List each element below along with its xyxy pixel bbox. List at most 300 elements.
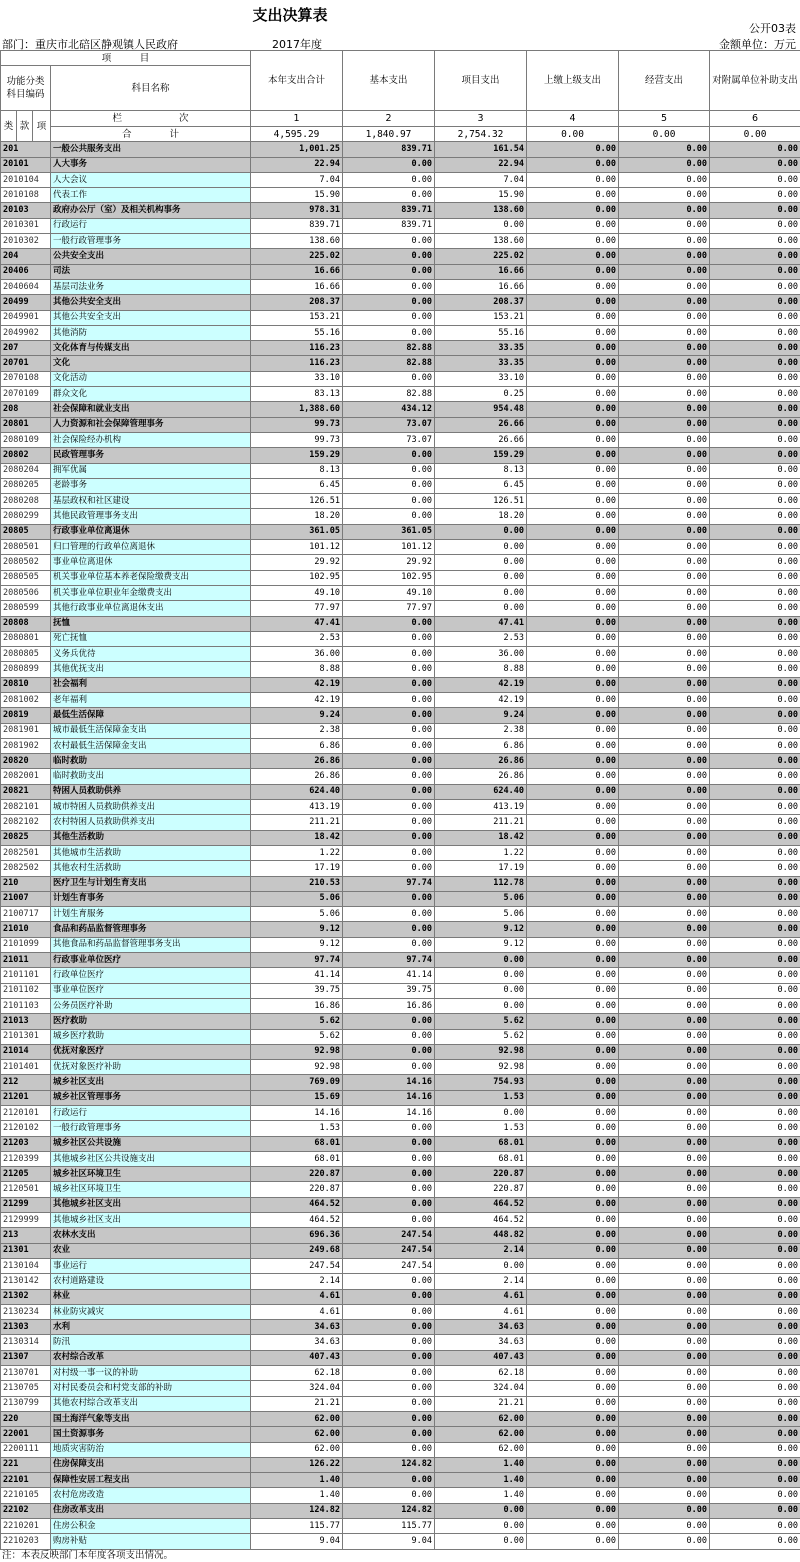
row-value: 0.00 bbox=[435, 601, 527, 616]
row-value: 0.00 bbox=[710, 1136, 800, 1151]
table-row bbox=[1, 998, 800, 1013]
row-value: 26.66 bbox=[435, 417, 527, 432]
row-value: 0.00 bbox=[710, 723, 800, 738]
row-value: 0.00 bbox=[710, 417, 800, 432]
row-code: 20808 bbox=[1, 616, 51, 631]
row-code: 2080208 bbox=[1, 494, 51, 509]
table-row bbox=[1, 295, 800, 310]
row-code: 204 bbox=[1, 249, 51, 264]
table-row bbox=[1, 325, 800, 340]
row-value: 0.00 bbox=[710, 1503, 800, 1518]
row-value: 0.00 bbox=[619, 494, 710, 509]
table-row bbox=[1, 1381, 800, 1396]
row-name: 农村特困人员救助供养支出 bbox=[51, 815, 251, 830]
row-value: 0.00 bbox=[619, 1075, 710, 1090]
row-name: 司法 bbox=[51, 264, 251, 279]
table-row bbox=[1, 540, 800, 555]
row-code: 20701 bbox=[1, 356, 51, 371]
row-value: 0.00 bbox=[343, 1350, 435, 1365]
row-value: 16.86 bbox=[251, 998, 343, 1013]
row-value: 0.00 bbox=[527, 647, 619, 662]
page-title: 支出决算表 bbox=[252, 6, 328, 24]
table-row bbox=[1, 876, 800, 891]
row-code: 2200111 bbox=[1, 1442, 51, 1457]
table-row bbox=[1, 157, 800, 172]
row-value: 249.68 bbox=[251, 1243, 343, 1258]
row-value: 0.00 bbox=[343, 937, 435, 952]
row-value: 0.00 bbox=[527, 1320, 619, 1335]
row-value: 0.00 bbox=[710, 708, 800, 723]
row-name: 对村民委员会和村党支部的补助 bbox=[51, 1381, 251, 1396]
row-value: 0.00 bbox=[343, 1121, 435, 1136]
row-value: 0.00 bbox=[710, 1213, 800, 1228]
row-value: 77.97 bbox=[343, 601, 435, 616]
table-header bbox=[1, 51, 800, 142]
row-value: 62.18 bbox=[251, 1366, 343, 1381]
row-code: 2080899 bbox=[1, 662, 51, 677]
row-name: 老年福利 bbox=[51, 692, 251, 707]
table-row bbox=[1, 1029, 800, 1044]
row-value: 0.00 bbox=[619, 509, 710, 524]
row-value: 0.00 bbox=[527, 478, 619, 493]
row-value: 0.00 bbox=[619, 1381, 710, 1396]
row-code: 2101103 bbox=[1, 998, 51, 1013]
row-code: 22001 bbox=[1, 1427, 51, 1442]
row-name: 事业运行 bbox=[51, 1258, 251, 1273]
table-row bbox=[1, 1136, 800, 1151]
row-name: 其他城乡社区公共设施支出 bbox=[51, 1151, 251, 1166]
row-value: 0.00 bbox=[343, 861, 435, 876]
row-value: 0.00 bbox=[527, 1473, 619, 1488]
row-value: 0.00 bbox=[710, 815, 800, 830]
row-value: 0.00 bbox=[435, 968, 527, 983]
row-name: 购房补贴 bbox=[51, 1534, 251, 1549]
row-value: 6.45 bbox=[251, 478, 343, 493]
header-col-subsidy: 对附属单位补助支出 bbox=[710, 51, 800, 111]
row-value: 0.00 bbox=[527, 570, 619, 585]
row-value: 0.00 bbox=[710, 784, 800, 799]
row-value: 34.63 bbox=[435, 1335, 527, 1350]
row-value: 0.00 bbox=[619, 188, 710, 203]
row-value: 9.04 bbox=[343, 1534, 435, 1549]
row-code: 21299 bbox=[1, 1197, 51, 1212]
table-row bbox=[1, 830, 800, 845]
row-value: 0.00 bbox=[710, 540, 800, 555]
row-code: 20810 bbox=[1, 677, 51, 692]
row-value: 0.00 bbox=[710, 356, 800, 371]
row-value: 0.00 bbox=[527, 1304, 619, 1319]
department-label: 部门：重庆市北碚区静观镇人民政府 bbox=[2, 38, 178, 51]
row-code: 20801 bbox=[1, 417, 51, 432]
table-row bbox=[1, 494, 800, 509]
row-value: 26.86 bbox=[251, 754, 343, 769]
row-code: 2040604 bbox=[1, 279, 51, 294]
row-value: 0.00 bbox=[619, 295, 710, 310]
row-value: 0.00 bbox=[343, 1151, 435, 1166]
row-value: 0.00 bbox=[527, 341, 619, 356]
row-value: 0.00 bbox=[527, 1029, 619, 1044]
row-value: 0.00 bbox=[619, 1442, 710, 1457]
row-value: 2.38 bbox=[251, 723, 343, 738]
row-value: 0.00 bbox=[527, 1136, 619, 1151]
row-value: 124.82 bbox=[343, 1457, 435, 1472]
row-value: 6.45 bbox=[435, 478, 527, 493]
row-value: 0.00 bbox=[619, 585, 710, 600]
row-name: 其他农村综合改革支出 bbox=[51, 1396, 251, 1411]
row-value: 0.00 bbox=[619, 815, 710, 830]
row-value: 14.16 bbox=[343, 1075, 435, 1090]
row-name: 国土海洋气象等支出 bbox=[51, 1411, 251, 1426]
table-row bbox=[1, 784, 800, 799]
row-name: 优抚对象医疗 bbox=[51, 1044, 251, 1059]
row-value: 0.00 bbox=[343, 1427, 435, 1442]
row-value: 2.53 bbox=[435, 631, 527, 646]
row-value: 0.00 bbox=[710, 555, 800, 570]
row-value: 82.88 bbox=[343, 356, 435, 371]
row-value: 42.19 bbox=[251, 692, 343, 707]
row-value: 0.00 bbox=[527, 142, 619, 157]
row-value: 0.00 bbox=[343, 708, 435, 723]
row-value: 448.82 bbox=[435, 1228, 527, 1243]
row-value: 0.00 bbox=[527, 356, 619, 371]
row-value: 0.00 bbox=[343, 815, 435, 830]
row-value: 29.92 bbox=[251, 555, 343, 570]
row-value: 0.00 bbox=[619, 1060, 710, 1075]
table-row bbox=[1, 387, 800, 402]
total-cell: 2,754.32 bbox=[435, 126, 527, 142]
row-code: 21203 bbox=[1, 1136, 51, 1151]
row-value: 464.52 bbox=[251, 1213, 343, 1228]
header-col-operating: 经营支出 bbox=[619, 51, 710, 111]
row-value: 14.16 bbox=[251, 1106, 343, 1121]
row-code: 2101099 bbox=[1, 937, 51, 952]
row-code: 220 bbox=[1, 1411, 51, 1426]
table-row bbox=[1, 815, 800, 830]
table-row bbox=[1, 402, 800, 417]
row-value: 82.88 bbox=[343, 341, 435, 356]
row-value: 0.00 bbox=[619, 1427, 710, 1442]
row-value: 0.00 bbox=[343, 1442, 435, 1457]
row-value: 26.86 bbox=[251, 769, 343, 784]
row-value: 41.14 bbox=[251, 968, 343, 983]
row-name: 农村最低生活保障金支出 bbox=[51, 738, 251, 753]
form-number: 公开03表 bbox=[749, 22, 796, 35]
row-code: 2070109 bbox=[1, 387, 51, 402]
row-value: 17.19 bbox=[435, 861, 527, 876]
row-value: 0.00 bbox=[435, 218, 527, 233]
row-value: 0.00 bbox=[710, 1029, 800, 1044]
row-value: 0.00 bbox=[619, 371, 710, 386]
row-value: 0.00 bbox=[619, 540, 710, 555]
row-value: 8.13 bbox=[251, 463, 343, 478]
row-name: 一般行政管理事务 bbox=[51, 1121, 251, 1136]
row-value: 0.00 bbox=[710, 1304, 800, 1319]
header-col-basic: 基本支出 bbox=[343, 51, 435, 111]
row-value: 0.00 bbox=[710, 1396, 800, 1411]
row-name: 人大会议 bbox=[51, 172, 251, 187]
row-value: 0.00 bbox=[527, 218, 619, 233]
row-value: 0.00 bbox=[619, 1090, 710, 1105]
row-value: 92.98 bbox=[435, 1060, 527, 1075]
row-code: 2082001 bbox=[1, 769, 51, 784]
row-value: 0.00 bbox=[619, 631, 710, 646]
row-code: 20825 bbox=[1, 830, 51, 845]
row-value: 0.25 bbox=[435, 387, 527, 402]
row-value: 0.00 bbox=[435, 953, 527, 968]
row-value: 0.00 bbox=[710, 585, 800, 600]
row-value: 0.00 bbox=[343, 1320, 435, 1335]
table-row bbox=[1, 478, 800, 493]
row-value: 16.66 bbox=[251, 279, 343, 294]
row-value: 0.00 bbox=[343, 1182, 435, 1197]
row-value: 0.00 bbox=[619, 1121, 710, 1136]
row-value: 1.53 bbox=[435, 1090, 527, 1105]
row-value: 0.00 bbox=[619, 1473, 710, 1488]
row-name: 城乡社区管理事务 bbox=[51, 1090, 251, 1105]
row-name: 特困人员救助供养 bbox=[51, 784, 251, 799]
row-value: 0.00 bbox=[527, 692, 619, 707]
row-value: 0.00 bbox=[527, 983, 619, 998]
row-code: 2101101 bbox=[1, 968, 51, 983]
row-value: 0.00 bbox=[343, 494, 435, 509]
row-code: 2081902 bbox=[1, 738, 51, 753]
row-value: 97.74 bbox=[343, 953, 435, 968]
table-row bbox=[1, 845, 800, 860]
table-row bbox=[1, 800, 800, 815]
row-value: 6.86 bbox=[251, 738, 343, 753]
row-value: 0.00 bbox=[527, 1258, 619, 1273]
row-value: 0.00 bbox=[710, 1090, 800, 1105]
row-name: 林业 bbox=[51, 1289, 251, 1304]
row-name: 义务兵优待 bbox=[51, 647, 251, 662]
row-value: 39.75 bbox=[343, 983, 435, 998]
row-value: 0.00 bbox=[527, 1534, 619, 1549]
row-value: 0.00 bbox=[343, 784, 435, 799]
row-name: 人大事务 bbox=[51, 157, 251, 172]
row-value: 2.53 bbox=[251, 631, 343, 646]
row-value: 0.00 bbox=[710, 998, 800, 1013]
row-value: 0.00 bbox=[527, 1106, 619, 1121]
row-code: 21007 bbox=[1, 891, 51, 906]
row-value: 62.00 bbox=[251, 1411, 343, 1426]
table-row bbox=[1, 1090, 800, 1105]
table-row bbox=[1, 1197, 800, 1212]
row-value: 0.00 bbox=[527, 861, 619, 876]
row-name: 抚恤 bbox=[51, 616, 251, 631]
row-name: 一般公共服务支出 bbox=[51, 142, 251, 157]
row-value: 0.00 bbox=[619, 876, 710, 891]
row-value: 0.00 bbox=[710, 325, 800, 340]
row-value: 62.00 bbox=[435, 1411, 527, 1426]
row-name: 基层司法业务 bbox=[51, 279, 251, 294]
row-value: 0.00 bbox=[527, 1274, 619, 1289]
row-value: 0.00 bbox=[619, 1519, 710, 1534]
row-value: 0.00 bbox=[710, 677, 800, 692]
row-value: 7.04 bbox=[435, 172, 527, 187]
row-name: 其他公共安全支出 bbox=[51, 310, 251, 325]
row-value: 0.00 bbox=[619, 1457, 710, 1472]
row-value: 0.00 bbox=[710, 341, 800, 356]
row-code: 210 bbox=[1, 876, 51, 891]
row-value: 0.00 bbox=[619, 325, 710, 340]
year-label: 2017年度 bbox=[272, 38, 322, 51]
row-value: 0.00 bbox=[343, 264, 435, 279]
row-value: 16.86 bbox=[343, 998, 435, 1013]
row-value: 0.00 bbox=[527, 1197, 619, 1212]
row-value: 0.00 bbox=[527, 800, 619, 815]
row-value: 769.09 bbox=[251, 1075, 343, 1090]
row-value: 116.23 bbox=[251, 356, 343, 371]
row-value: 0.00 bbox=[343, 1136, 435, 1151]
row-value: 0.00 bbox=[527, 432, 619, 447]
table-row bbox=[1, 861, 800, 876]
row-value: 0.00 bbox=[619, 264, 710, 279]
row-name: 文化活动 bbox=[51, 371, 251, 386]
table-row bbox=[1, 953, 800, 968]
row-value: 0.00 bbox=[527, 1396, 619, 1411]
row-value: 211.21 bbox=[251, 815, 343, 830]
row-value: 1.40 bbox=[251, 1488, 343, 1503]
row-code: 2101102 bbox=[1, 983, 51, 998]
row-value: 0.00 bbox=[619, 800, 710, 815]
row-value: 225.02 bbox=[251, 249, 343, 264]
row-value: 0.00 bbox=[619, 937, 710, 952]
table-row bbox=[1, 1366, 800, 1381]
table-row bbox=[1, 708, 800, 723]
row-value: 0.00 bbox=[710, 1473, 800, 1488]
row-value: 0.00 bbox=[527, 1427, 619, 1442]
row-value: 0.00 bbox=[343, 1381, 435, 1396]
row-value: 68.01 bbox=[251, 1151, 343, 1166]
row-code: 21011 bbox=[1, 953, 51, 968]
table-row bbox=[1, 937, 800, 952]
row-value: 0.00 bbox=[343, 1014, 435, 1029]
row-name: 优抚对象医疗补助 bbox=[51, 1060, 251, 1075]
row-value: 0.00 bbox=[343, 279, 435, 294]
row-value: 0.00 bbox=[343, 478, 435, 493]
row-value: 0.00 bbox=[527, 784, 619, 799]
row-name: 其他城乡社区支出 bbox=[51, 1197, 251, 1212]
row-value: 0.00 bbox=[710, 1488, 800, 1503]
row-name: 事业单位医疗 bbox=[51, 983, 251, 998]
row-value: 9.04 bbox=[251, 1534, 343, 1549]
row-value: 138.60 bbox=[251, 234, 343, 249]
table-row bbox=[1, 1304, 800, 1319]
row-value: 0.00 bbox=[710, 234, 800, 249]
row-value: 0.00 bbox=[710, 448, 800, 463]
row-value: 225.02 bbox=[435, 249, 527, 264]
row-value: 62.00 bbox=[435, 1442, 527, 1457]
row-code: 2210203 bbox=[1, 1534, 51, 1549]
row-value: 2.14 bbox=[251, 1274, 343, 1289]
row-value: 220.87 bbox=[251, 1167, 343, 1182]
row-value: 18.20 bbox=[251, 509, 343, 524]
row-value: 0.00 bbox=[527, 249, 619, 264]
row-value: 0.00 bbox=[710, 1121, 800, 1136]
table-row bbox=[1, 1396, 800, 1411]
row-value: 42.19 bbox=[251, 677, 343, 692]
header-lei: 类 bbox=[1, 111, 17, 142]
row-value: 124.82 bbox=[343, 1503, 435, 1518]
row-name: 其他城乡社区支出 bbox=[51, 1213, 251, 1228]
row-value: 0.00 bbox=[619, 555, 710, 570]
row-value: 9.12 bbox=[435, 922, 527, 937]
row-value: 0.00 bbox=[343, 1488, 435, 1503]
row-value: 0.00 bbox=[710, 310, 800, 325]
row-value: 0.00 bbox=[435, 1503, 527, 1518]
row-value: 0.00 bbox=[527, 953, 619, 968]
row-code: 2080299 bbox=[1, 509, 51, 524]
row-value: 0.00 bbox=[527, 1335, 619, 1350]
row-value: 41.14 bbox=[343, 968, 435, 983]
row-value: 0.00 bbox=[710, 203, 800, 218]
row-code: 212 bbox=[1, 1075, 51, 1090]
row-value: 0.00 bbox=[710, 891, 800, 906]
col-num: 6 bbox=[710, 111, 800, 127]
row-value: 0.00 bbox=[710, 1228, 800, 1243]
row-value: 0.00 bbox=[710, 845, 800, 860]
row-value: 0.00 bbox=[710, 769, 800, 784]
row-value: 0.00 bbox=[343, 1274, 435, 1289]
row-code: 2120102 bbox=[1, 1121, 51, 1136]
row-name: 行政单位医疗 bbox=[51, 968, 251, 983]
row-value: 92.98 bbox=[251, 1060, 343, 1075]
table-row bbox=[1, 907, 800, 922]
row-code: 2080801 bbox=[1, 631, 51, 646]
row-value: 0.00 bbox=[343, 754, 435, 769]
row-name: 事业单位离退休 bbox=[51, 555, 251, 570]
row-name: 城乡医疗救助 bbox=[51, 1029, 251, 1044]
row-value: 0.00 bbox=[619, 448, 710, 463]
row-value: 0.00 bbox=[710, 983, 800, 998]
row-name: 其他公共安全支出 bbox=[51, 295, 251, 310]
row-name: 机关事业单位职业年金缴费支出 bbox=[51, 585, 251, 600]
row-value: 407.43 bbox=[435, 1350, 527, 1365]
row-value: 0.00 bbox=[343, 448, 435, 463]
row-value: 464.52 bbox=[435, 1213, 527, 1228]
row-value: 407.43 bbox=[251, 1350, 343, 1365]
row-value: 14.16 bbox=[343, 1106, 435, 1121]
row-value: 0.00 bbox=[619, 1258, 710, 1273]
row-value: 0.00 bbox=[619, 1411, 710, 1426]
row-value: 0.00 bbox=[527, 876, 619, 891]
row-value: 26.66 bbox=[435, 432, 527, 447]
row-value: 754.93 bbox=[435, 1075, 527, 1090]
table-row bbox=[1, 448, 800, 463]
row-value: 0.00 bbox=[527, 830, 619, 845]
row-value: 0.00 bbox=[710, 968, 800, 983]
table-row bbox=[1, 555, 800, 570]
row-value: 102.95 bbox=[251, 570, 343, 585]
row-value: 42.19 bbox=[435, 677, 527, 692]
row-value: 0.00 bbox=[710, 218, 800, 233]
row-value: 0.00 bbox=[710, 907, 800, 922]
row-name: 基层政权和社区建设 bbox=[51, 494, 251, 509]
table-row bbox=[1, 1503, 800, 1518]
row-value: 0.00 bbox=[527, 1350, 619, 1365]
table-row bbox=[1, 1427, 800, 1442]
table-row bbox=[1, 1320, 800, 1335]
row-value: 126.22 bbox=[251, 1457, 343, 1472]
row-value: 0.00 bbox=[710, 1366, 800, 1381]
table-row bbox=[1, 723, 800, 738]
row-value: 1,001.25 bbox=[251, 142, 343, 157]
row-value: 0.00 bbox=[527, 172, 619, 187]
row-value: 17.19 bbox=[251, 861, 343, 876]
table-row bbox=[1, 1488, 800, 1503]
row-name: 民政管理事务 bbox=[51, 448, 251, 463]
row-value: 0.00 bbox=[710, 1151, 800, 1166]
